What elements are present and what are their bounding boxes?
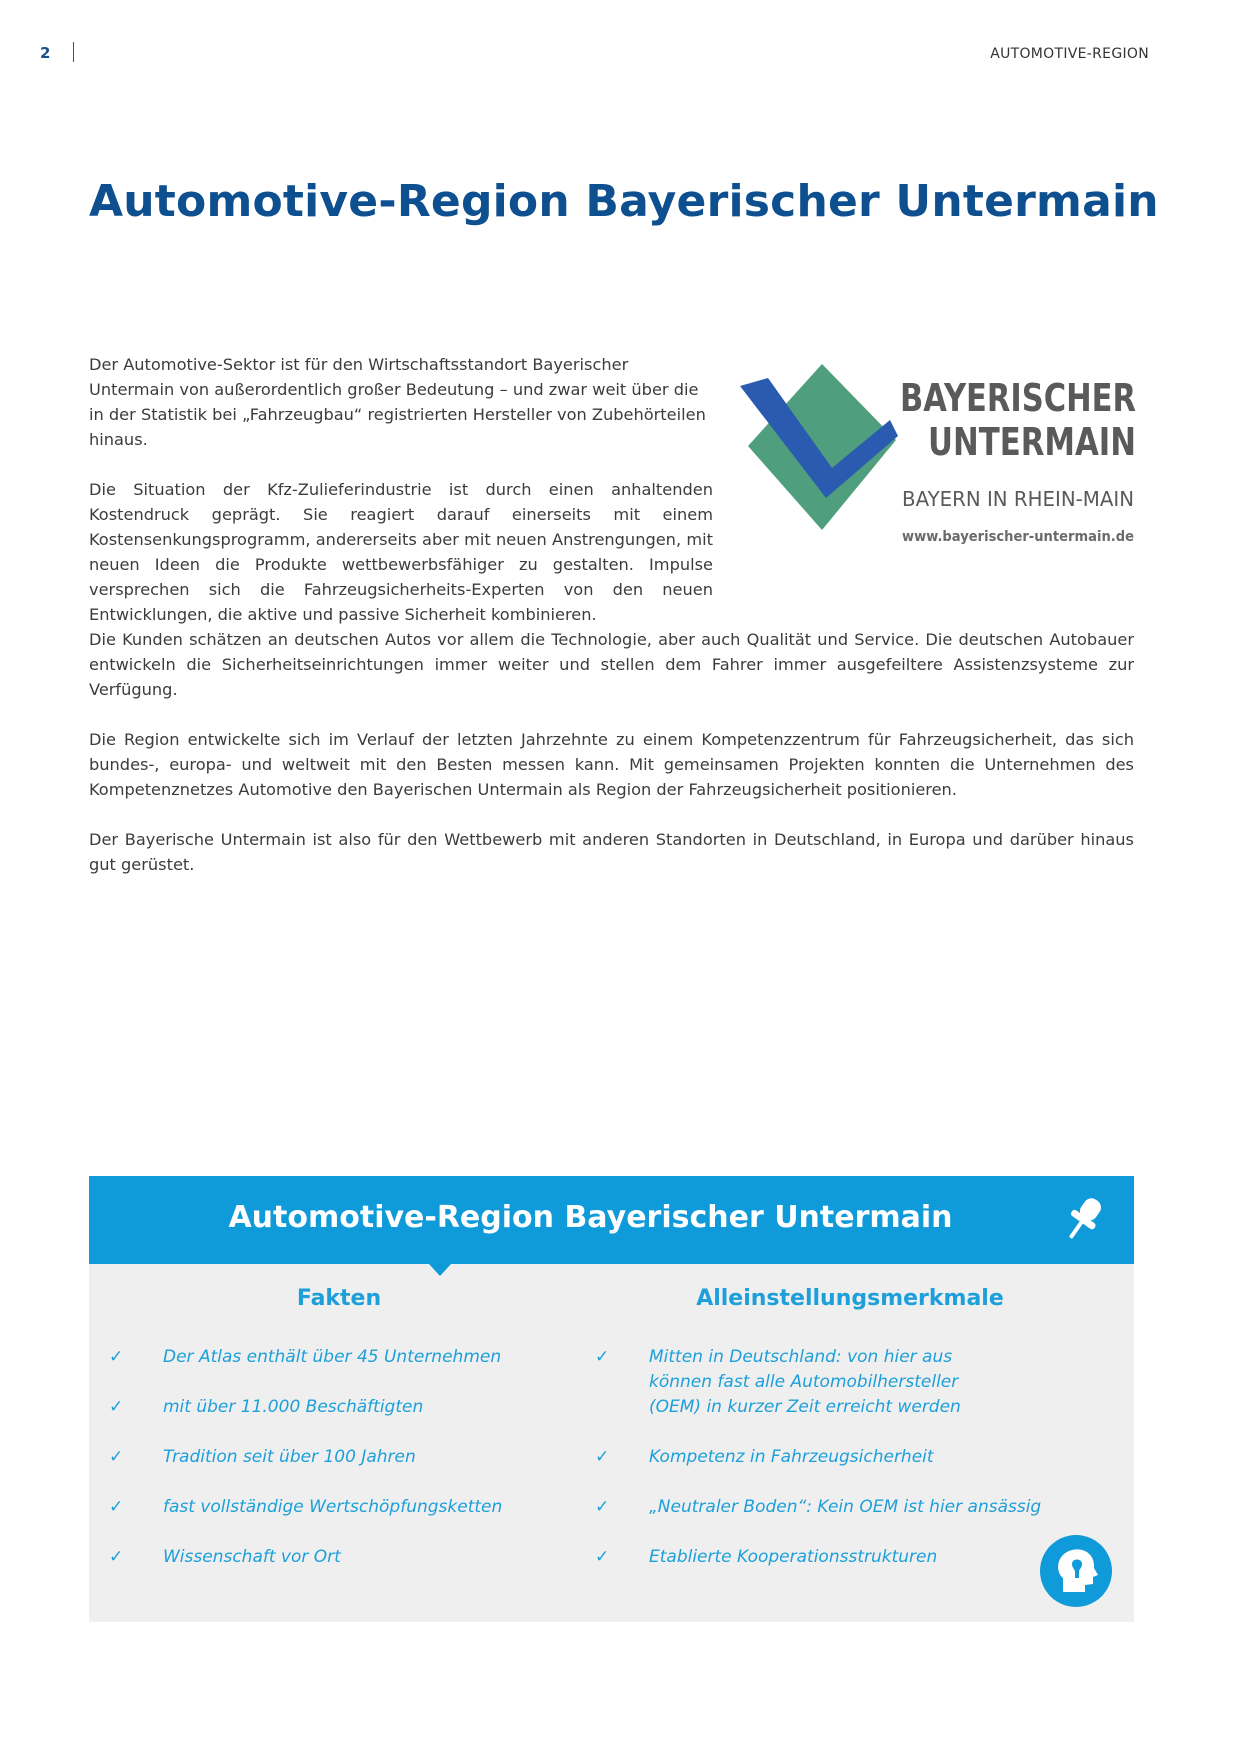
facts-heading: Fakten	[296, 1286, 382, 1311]
usp-text: Etablierte Kooperationsstrukturen	[649, 1547, 938, 1567]
list-item	[595, 1445, 1105, 1470]
intro-paragraph: Die Situation der Kfz-Zulieferindustrie ist durch einen anhaltenden Kostendruck geprägt. Sie reagiert darauf einerseits mit einem Kostensenkungsprogramm, andererseits aber mit neuen Anstrengungen, mit neuen Ideen die Produkte wettbewerbsfähiger zu gestalten. Impulse versprechen sich die Fahrzeugsicherheits-Experten von den neuen Entwicklungen, die aktive und passive Sicherheit kombinieren.	[89, 480, 713, 624]
fact-text: Der Atlas enthält über 45 Unternehmen	[163, 1347, 502, 1367]
page-title: Automotive-Region Bayerischer Untermain	[89, 176, 1159, 227]
fact-text: mit über 11.000 Beschäftigten	[163, 1397, 424, 1417]
checkmark-icon: ✓	[595, 1347, 610, 1367]
usp-text: Mitten in Deutschland: von hier aus können fast alle Automobilhersteller (OEM) in kurzer Zeit erreicht werden	[649, 1347, 961, 1417]
logo-tagline: BAYERN IN RHEIN-MAIN	[902, 487, 1134, 511]
list-item	[595, 1495, 1105, 1520]
usp-heading: Alleinstellungsmerkmale	[696, 1286, 1004, 1311]
usp-text: Kompetenz in Fahrzeugsicherheit	[649, 1447, 934, 1467]
head-profile-icon	[1039, 1534, 1113, 1608]
list-item	[595, 1545, 1105, 1570]
usp-list	[595, 1345, 1105, 1570]
list-item	[595, 1345, 1105, 1420]
page-header	[40, 44, 1149, 68]
checkmark-icon: ✓	[109, 1347, 124, 1367]
body-paragraph: Die Kunden schätzen an deutschen Autos vor allem die Technologie, aber auch Qualität und Service. Die deutschen Autobauer entwickeln die Sicherheitseinrichtungen immer weiter und stellen dem Fahrer immer ausgefeiltere Assistenzsysteme zur Verfügung.	[89, 630, 1134, 699]
panel-pointer	[429, 1264, 451, 1276]
checkmark-icon: ✓	[595, 1547, 610, 1567]
intro-paragraph: Der Automotive-Sektor ist für den Wirtschaftsstandort Bayerischer Untermain von außerordentlich großer Bedeutung – und zwar weit über die in der Statistik bei „Fahrzeugbau“ registrierten Hersteller von Zubehörteilen hinaus.	[89, 355, 706, 449]
list-item	[109, 1395, 569, 1420]
facts-list	[109, 1345, 569, 1570]
facts-column	[109, 1286, 569, 1595]
checkmark-icon: ✓	[595, 1447, 610, 1467]
intro-text	[89, 352, 713, 652]
facts-panel	[89, 1176, 1134, 1622]
logo-text-line1: BAYERISCHER	[900, 376, 1136, 420]
body-paragraph: Die Region entwickelte sich im Verlauf der letzten Jahrzehnte zu einem Kompetenzzentrum für Fahrzeugsicherheit, das sich bundes-, europa- und weltweit mit den Besten messen kann. Mit gemeinsamen Projekten konnten die Unternehmen des Kompetenznetzes Automotive den Bayerischen Untermain als Region der Fahrzeugsicherheit positionieren.	[89, 730, 1134, 799]
list-item	[109, 1545, 569, 1570]
checkmark-icon: ✓	[109, 1447, 124, 1467]
fact-text: fast vollständige Wertschöpfungsketten	[163, 1497, 503, 1517]
header-divider	[73, 42, 74, 62]
checkmark-icon: ✓	[595, 1497, 610, 1517]
section-label: AUTOMOTIVE-REGION	[990, 46, 1149, 62]
body-text	[89, 627, 1134, 902]
list-item	[109, 1345, 569, 1370]
fact-text: Tradition seit über 100 Jahren	[163, 1447, 416, 1467]
usp-text: „Neutraler Boden“: Kein OEM ist hier ansässig	[649, 1497, 1042, 1517]
body-paragraph: Der Bayerische Untermain ist also für den Wettbewerb mit anderen Standorten in Deutschland, in Europa und darüber hinaus gut gerüstet.	[89, 830, 1134, 874]
page-number: 2	[40, 44, 51, 62]
checkmark-icon: ✓	[109, 1497, 124, 1517]
list-item	[109, 1495, 569, 1520]
fact-text: Wissenschaft vor Ort	[163, 1547, 341, 1567]
logo-url: www.bayerischer-untermain.de	[902, 529, 1134, 545]
logo-text-line2: UNTERMAIN	[928, 420, 1136, 464]
thumbtack-icon	[1055, 1192, 1111, 1248]
bayerischer-untermain-logo	[740, 358, 1134, 568]
panel-title: Automotive-Region Bayerischer Untermain	[228, 1200, 953, 1235]
checkmark-icon: ✓	[109, 1547, 124, 1567]
list-item	[109, 1445, 569, 1470]
checkmark-icon: ✓	[109, 1397, 124, 1417]
usp-column	[595, 1286, 1105, 1595]
panel-header	[89, 1176, 1134, 1264]
